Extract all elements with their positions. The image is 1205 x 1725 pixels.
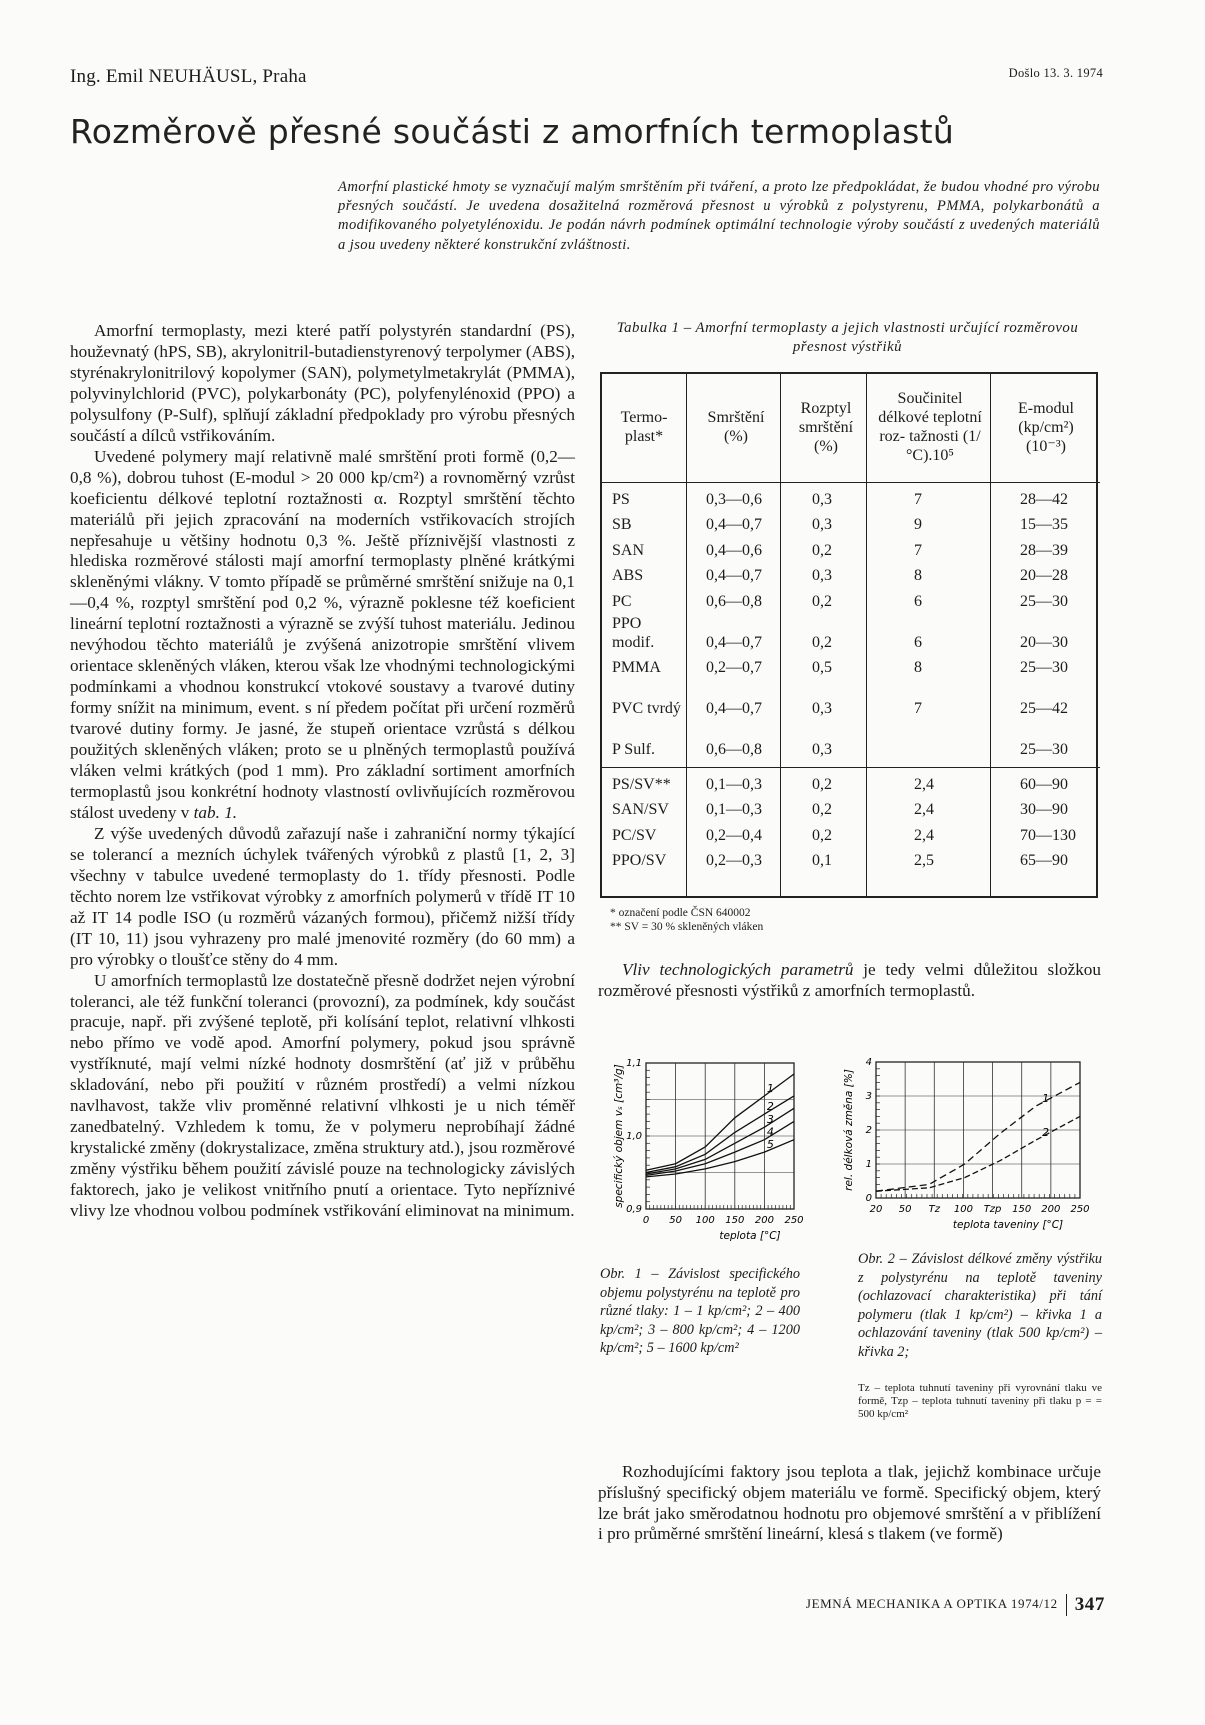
table-cell: 0,2—0,3 <box>706 852 762 869</box>
article-title: Rozměrově přesné součásti z amorfních termoplastů <box>70 112 955 151</box>
table-cell: 0,4—0,7 <box>706 633 762 651</box>
table-cell: 9 <box>914 516 922 533</box>
header-expansion-coefficient: Součinitel délkové teplotní roz- tažnosti (1/ °C).10⁵ <box>868 372 992 483</box>
table-divider <box>780 372 781 898</box>
table-cell: PS/SV** <box>600 768 688 794</box>
page-number: 347 <box>1074 1594 1105 1615</box>
y-tick-label: 1,0 <box>626 1131 642 1142</box>
paragraph-4: U amorfních termoplastů lze dostatečně přesně dodržet nejen výrobní toleranci, ale též funkční toleranci (provozní), za podmínek, kdy součást pracuje, např. při zvýšené teplotě, při kolísání teplot, relativní vlhkosti nebo přímo ve vodě apod. Amorfní polymery, pokud jsou správně vystříknuté, mají velmi nízké hodnoty dosmrštění (ať již v průběhu skladování, nebo při použití v různém prostředí) a velmi nízkou navlhavost, takže vliv proměnné relativní vlhkosti je u nich téměř zanedbatelný. Vzhledem k tomu, že v polymeru neprobíhají žádné krystalické změny (dokrystalizace, změna struktury atd.), jsou rozměrové změny výstřiku během použití závislé pouze na technologicky závislých faktorech, jako je velikost vnitřního pnutí a orientace. Tyto nepříznivé vlivy lze vhodnou volbou podmínek vstřikování eliminovat na minimum. <box>70 970 575 1221</box>
table-cell: 0,4—0,6 <box>706 541 762 559</box>
series-line <box>876 1082 1080 1191</box>
table-cell: 0,3—0,6 <box>706 490 762 508</box>
paragraph-1: Amorfní termoplasty, mezi které patří polystyrén standardní (PS), houževnatý (hPS, SB), akrylonitril-butadienstyrenový terpolymer (ABS), styrénakrylonitrilový kopolymer (SAN), polymetylmetakrylát (PMMA), polyvinylchlorid (PVC), polykarbonáty (PC), polyfenylénoxid (PPO) a polysulfony (P-Sulf), splňují základní předpoklady pro výrobu přesných součástí a dílců vstřikováním. <box>70 321 575 445</box>
header-shrinkage-spread: Rozptyl smrštění (%) <box>784 372 868 483</box>
table-row <box>600 652 1100 678</box>
x-axis-label: teplota taveniny [°C] <box>952 1219 1064 1231</box>
series-label: 2 <box>1042 1126 1050 1140</box>
table-cell: 25—42 <box>1020 700 1068 717</box>
table-cell: 25—30 <box>1020 741 1068 758</box>
table-row <box>600 845 1100 871</box>
footer-divider <box>1066 1594 1067 1616</box>
table-cell: 0,2 <box>812 592 832 610</box>
x-tick-label: 100 <box>695 1215 715 1226</box>
table-cell: PPO modif. <box>612 614 655 651</box>
right-paragraph-1-text: je tedy velmi důležitou složkou rozměrové přesnosti výstřiků z amorfních termoplastů. <box>598 960 1101 1000</box>
table-cell: 0,3 <box>812 516 832 533</box>
table-cell: 28—39 <box>1020 541 1068 559</box>
table-cell: SAN <box>612 541 645 559</box>
table-cell: 0,6—0,8 <box>706 592 762 610</box>
figure-2-chart <box>836 1040 1106 1250</box>
x-tick-label: 250 <box>784 1215 804 1226</box>
table-row <box>600 611 1100 652</box>
y-tick-label: 0,9 <box>626 1204 642 1215</box>
figure-1-caption: Obr. 1 – Závislost specifického objemu polystyrénu na teplotě pro různé tlaky: 1 – 1 kp/cm²; 2 – 400 kp/cm²; 3 – 800 kp/cm²; 4 – 1200 kp/cm²; 5 – 1600 kp/cm² <box>600 1266 800 1356</box>
figure-2-note: Tz – teplota tuhnutí taveniny při vyrovnání tlaku ve formě, Tzp – teplota tuhnutí taveniny při tlaku p = = 500 kp/cm² <box>858 1382 1102 1420</box>
table-cell: 2,4 <box>914 826 934 844</box>
table-cell: SAN/SV <box>612 801 669 818</box>
y-axis-label: specifický objem vₛ [cm³/g] <box>613 1064 625 1208</box>
paragraph-2 <box>70 447 575 824</box>
table-divider <box>686 372 687 898</box>
table-row <box>600 718 1100 759</box>
table-cell: 8 <box>914 567 922 584</box>
table-cell: P Sulf. <box>612 741 655 758</box>
table-cell: 0,6—0,8 <box>706 741 762 758</box>
abstract: Amorfní plastické hmoty se vyznačují malým smrštěním při tváření, a proto lze předpokládat, že budou vhodné pro výrobu přesných součástí. Je uvedena dosažitelná rozměrová přesnost u výrobků z polystyrenu, PMMA, polykarbonátů a modifikovaného polyetylénoxidu. Je podán návrh podmínek optimální technologie výroby součástí z uvedených materiálů a jsou uvedeny některé konstrukční zvláštnosti. <box>338 179 1100 253</box>
table-cell: 28—42 <box>1020 490 1068 508</box>
table-cell: 25—30 <box>1020 592 1068 610</box>
paragraph-3: Z výše uvedených důvodů zařazují naše i zahraniční normy týkající se tolerancí a mezních úchylek tvářených výrobků z plastů [1, 2, 3] všechny v tabulce uvedené termoplasty do 1. třídy přesnosti. Podle těchto norem lze vstřikovat výrobky z amorfních polymerů v třídě IT 10 až IT 14 podle ISO (u rozměrů vázaných formou), přičemž nižší třídy (IT 10, 11) jsou vyhrazeny pro malé jmenovité rozměry (do 60 mm) a pro výrobky o tloušťce stěny do 4 mm. <box>70 823 575 969</box>
table-cell: ABS <box>612 567 644 584</box>
table-cell: 6 <box>914 633 922 651</box>
y-axis-label: rel. délková změna [%] <box>843 1069 855 1191</box>
y-tick-label: 3 <box>865 1091 872 1102</box>
table-cell: 0,2 <box>812 633 832 651</box>
table-cell: PVC tvrdý <box>612 700 681 717</box>
table-cell: 6 <box>914 592 922 610</box>
series-label: 2 <box>766 1100 774 1114</box>
table-cell: 0,4—0,7 <box>706 516 762 533</box>
table-cell: 15—35 <box>1020 516 1068 533</box>
header-e-modulus: E-modul (kp/cm²) (10⁻³) <box>992 372 1100 483</box>
table-caption: Tabulka 1 – Amorfní termoplasty a jejich vlastnosti určující rozměrovou přesnost výstřiků <box>616 320 1079 355</box>
table-row <box>600 560 1100 586</box>
table-row <box>600 534 1100 560</box>
paragraph-2-text: Uvedené polymery mají relativně malé smrštění proti formě (0,2—0,8 %), dobrou tuhost (E-modul > 20 000 kp/cm²) a rovnoměrný vzrůst koeficientu délkové teplotní roztažnosti α. Rozptyl smrštění těchto materiálů při jejich zpracování na moderních vstřikovacích strojích nepřesahuje u většiny hodnotu 0,3 %. Ještě příznivější vlastnosti z hlediska rozměrové stálosti mají amorfní termoplasty plněné krátkými skleněnými vlákny. V tomto případě se průměrné smrštění snižuje na 0,1—0,4 %, rozptyl smrštění pod 0,2 %, výrazně poklesne též koeficient lineární teplotní roztažnosti a výrazně se zvýší tuhost materiálu. Jedinou nevýhodou těchto materiálů je zvýšená anizotropie smrštění vlivem orientace skleněných vláken, kterou však lze vhodnými technologickými podmínkami a vhodnou konstrukcí vtokové soustavy a tvarové dutiny formy snížit na minimum, event. s ní předem počítat při určení rozměrů tvarové dutiny formy. Je jasné, že stupeň orientace vzrůstá s délkou použitých skleněných vláken; proto se u plněných termoplastů používá vláken velmi krátkých (pod 1 mm). Pro základní sortiment amorfních termoplastů jsou konkrétní hodnoty vlastností ovlivňujících rozměrovou stálost uvedeny v <box>70 446 575 822</box>
x-tick-label: 250 <box>1070 1204 1090 1215</box>
right-paragraph-1 <box>598 960 1101 1002</box>
x-tick-label: Tz <box>928 1204 940 1215</box>
table-cell: 2,4 <box>868 768 992 794</box>
table-cell: 0,2 <box>812 541 832 559</box>
table-row <box>600 819 1100 845</box>
table-cell: PMMA <box>612 659 661 676</box>
table-cell: 7 <box>914 490 922 508</box>
y-tick-label: 2 <box>865 1125 872 1136</box>
table-cell: 0,1—0,3 <box>706 801 762 818</box>
x-tick-label: 50 <box>898 1204 912 1215</box>
series-label: 1 <box>766 1081 774 1095</box>
right-paragraph-2-text: Rozhodujícími faktory jsou teplota a tlak, jejichž kombinace určuje příslušný specifický objem materiálu ve formě. Specifický objem, který lze brát jako směrodatnou hodnotu pro objemové smrštění a v přiblížení i pro průměrné smrštění lineární, klesá s tlakem (ve formě) <box>598 1462 1101 1544</box>
table-cell: 7 <box>914 700 922 717</box>
table-cell: 20—30 <box>1020 633 1068 651</box>
y-tick-label: 4 <box>865 1057 872 1068</box>
table-divider <box>990 372 991 898</box>
table-cell: 60—90 <box>992 768 1100 794</box>
x-tick-label: Tzp <box>983 1204 1002 1215</box>
table-cell: 0,3 <box>812 567 832 584</box>
table-notes <box>610 906 763 934</box>
table-row <box>600 585 1100 611</box>
table-cell: 0,5 <box>812 659 832 676</box>
table-cell: 25—30 <box>1020 659 1068 676</box>
figure-1-chart <box>596 1045 836 1257</box>
table-cell: 0,2 <box>784 768 868 794</box>
table-cell: 0,4—0,7 <box>706 567 762 584</box>
table-cell: 0,1 <box>812 852 832 869</box>
x-tick-label: 200 <box>754 1215 774 1226</box>
table-row <box>600 794 1100 820</box>
table-cell: 2,5 <box>914 852 934 869</box>
table-cell: PC/SV <box>612 826 657 844</box>
table-cell: 65—90 <box>1020 852 1068 869</box>
x-axis-label: teplota [°C] <box>719 1230 781 1242</box>
x-tick-label: 50 <box>669 1215 682 1226</box>
table-note-1: * označení podle ČSN 640002 <box>610 907 751 919</box>
right-paragraph-1-italic: Vliv technologických parametrů <box>622 960 854 979</box>
header-shrinkage: Smrštění (%) <box>688 372 784 483</box>
table-body <box>600 483 1100 871</box>
table-cell: PPO/SV <box>612 852 667 869</box>
series-label: 5 <box>766 1138 774 1152</box>
table-cell: 0,2 <box>812 826 832 844</box>
y-tick-label: 0 <box>865 1193 872 1204</box>
properties-table <box>600 372 1100 870</box>
table-cell: 0,2—0,4 <box>706 826 762 844</box>
table-row <box>600 483 1100 509</box>
table-cell: 7 <box>914 541 922 559</box>
table-spacer <box>600 759 1100 768</box>
table-cell: 0,3 <box>812 700 832 717</box>
x-tick-label: 20 <box>869 1204 883 1215</box>
table-cell: 0,3 <box>812 490 832 508</box>
table-cell: 0,4—0,7 <box>706 700 762 717</box>
series-label: 4 <box>766 1125 774 1139</box>
received-date: Došlo 13. 3. 1974 <box>1008 66 1103 80</box>
table-cell: 70—130 <box>1020 826 1076 844</box>
x-tick-label: 200 <box>1041 1204 1061 1215</box>
right-paragraph-2 <box>598 1462 1101 1545</box>
table-cell: 0,1—0,3 <box>688 768 784 794</box>
table-cell: 2,4 <box>914 801 934 818</box>
table-row <box>600 768 1100 794</box>
y-tick-label: 1,1 <box>626 1058 642 1069</box>
table-cell: 0,2 <box>812 801 832 818</box>
figure-2-caption: Obr. 2 – Závislost délkové změny výstřiku z polystyrénu na teplotě taveniny (ochlazovací charakteristika) při tání polymeru (tlak 1 kp/cm²) – křivka 1 a ochlazování taveniny (tlak 500 kp/cm²) – křivka 2; <box>858 1251 1102 1360</box>
x-tick-label: 150 <box>725 1215 745 1226</box>
x-tick-label: 100 <box>953 1204 973 1215</box>
header-material: Termo- plast* <box>600 372 688 483</box>
table-row <box>600 509 1100 535</box>
table-reference: tab. 1. <box>193 802 238 822</box>
series-label: 1 <box>1042 1092 1050 1106</box>
table-cell: PC <box>612 592 632 610</box>
x-tick-label: 0 <box>642 1215 650 1226</box>
series-label: 3 <box>766 1113 774 1127</box>
y-tick-label: 1 <box>865 1159 872 1170</box>
table-note-2: ** SV = 30 % skleněných vláken <box>610 921 764 933</box>
table-cell: 0,2—0,7 <box>706 659 762 676</box>
journal-name: JEMNÁ MECHANIKA A OPTIKA 1974/12 <box>805 1595 1058 1611</box>
table-row <box>600 677 1100 718</box>
table-cell: PS <box>612 490 630 508</box>
x-tick-label: 150 <box>1012 1204 1032 1215</box>
table-cell: 30—90 <box>1020 801 1068 818</box>
table-cell: 20—28 <box>1020 567 1068 584</box>
table-divider <box>866 372 867 898</box>
table-cell: 8 <box>914 659 922 676</box>
table-header-row <box>600 372 1100 483</box>
table-cell: SB <box>612 516 632 533</box>
left-column <box>70 321 575 1222</box>
table-cell: 0,3 <box>812 741 832 758</box>
author-line: Ing. Emil NEUHÄUSL, Praha <box>70 66 307 87</box>
page-footer <box>806 1594 1105 1616</box>
table-cell <box>868 718 992 759</box>
series-line <box>876 1116 1080 1191</box>
